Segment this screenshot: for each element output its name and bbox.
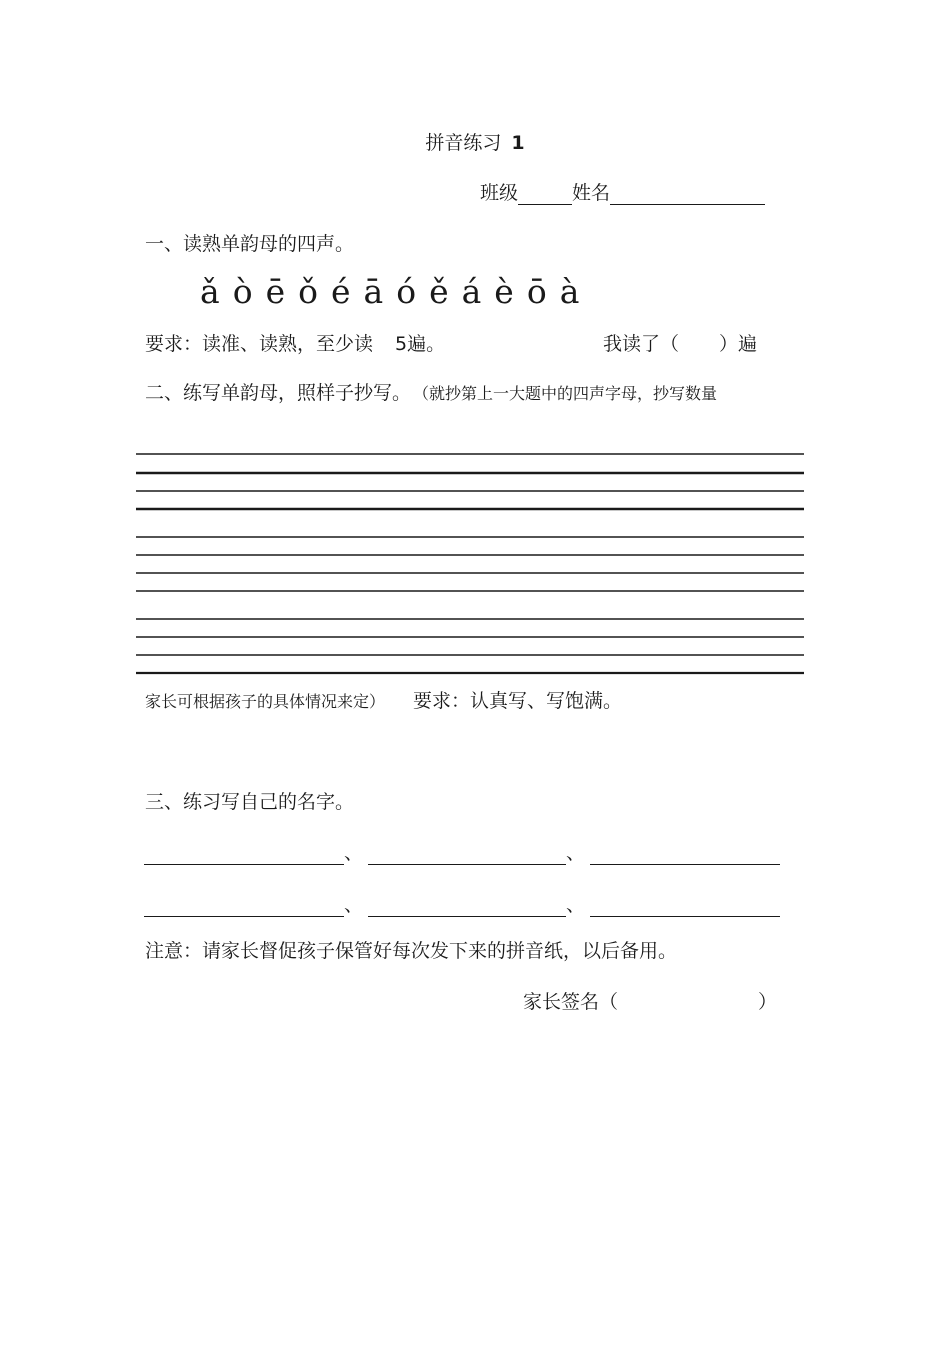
name-blank[interactable] [610, 184, 765, 205]
notice-text: 注意：请家长督促孩子保管好每次发下来的拼音纸，以后备用。 [145, 940, 678, 962]
section2-heading-row [145, 378, 717, 405]
name-line[interactable] [368, 894, 566, 917]
separator: 、 [566, 842, 586, 864]
signature-close: ） [758, 991, 778, 1013]
title-number: 1 [511, 132, 525, 154]
signature-open: 家长签名（ [523, 991, 619, 1013]
pinyin-item: á [461, 272, 482, 311]
parent-signature [523, 987, 777, 1014]
class-name-row [480, 178, 765, 205]
class-blank[interactable] [518, 184, 572, 205]
pinyin-item: è [494, 272, 514, 311]
pinyin-item: ō [526, 272, 547, 311]
pinyin-item: ā [363, 272, 384, 311]
requirement-count: 5 [395, 333, 408, 355]
separator: 、 [566, 894, 586, 916]
read-count [603, 329, 757, 356]
name-line[interactable] [590, 842, 780, 865]
pinyin-item: ǒ [298, 272, 318, 311]
pinyin-item: ǎ [200, 272, 220, 311]
class-label: 班级 [480, 182, 519, 204]
section2-requirement: 要求：认真写、写饱满。 [413, 690, 623, 712]
pinyin-item: ē [265, 272, 286, 311]
section3-heading: 三、练习写自己的名字。 [145, 791, 355, 813]
name-writing-row [144, 838, 780, 862]
name-writing-row [144, 890, 780, 914]
title-text: 拼音练习 [425, 132, 502, 154]
pinyin-writing-lines[interactable] [136, 440, 804, 680]
pinyin-item: ò [232, 272, 253, 311]
name-label: 姓名 [572, 182, 611, 204]
section2-continuation [145, 686, 622, 713]
name-line[interactable] [368, 842, 566, 865]
read-label-open: 我读了（ [603, 333, 680, 355]
pinyin-item: à [559, 272, 580, 311]
pinyin-item: ó [396, 272, 417, 311]
pinyin-item: ě [429, 272, 449, 311]
section1-requirement [145, 329, 445, 356]
name-line[interactable] [144, 894, 344, 917]
requirement-prefix: 要求：读准、读熟，至少读 [145, 333, 374, 355]
section1-heading: 一、读熟单韵母的四声。 [145, 233, 355, 255]
page-title [0, 128, 950, 155]
read-label-close: ）遍 [719, 333, 758, 355]
pinyin-item: é [330, 272, 351, 311]
requirement-suffix: 遍。 [407, 333, 446, 355]
section2-note-end: 家长可根据孩子的具体情况来定） [145, 692, 386, 711]
separator: 、 [344, 894, 364, 916]
pinyin-row [200, 272, 592, 311]
name-line[interactable] [590, 894, 780, 917]
section2-note-start: （就抄第上一大题中的四声字母，抄写数量 [421, 384, 718, 403]
section2-heading: 二、练写单韵母，照样子抄写。 [145, 382, 412, 404]
name-line[interactable] [144, 842, 344, 865]
separator: 、 [344, 842, 364, 864]
